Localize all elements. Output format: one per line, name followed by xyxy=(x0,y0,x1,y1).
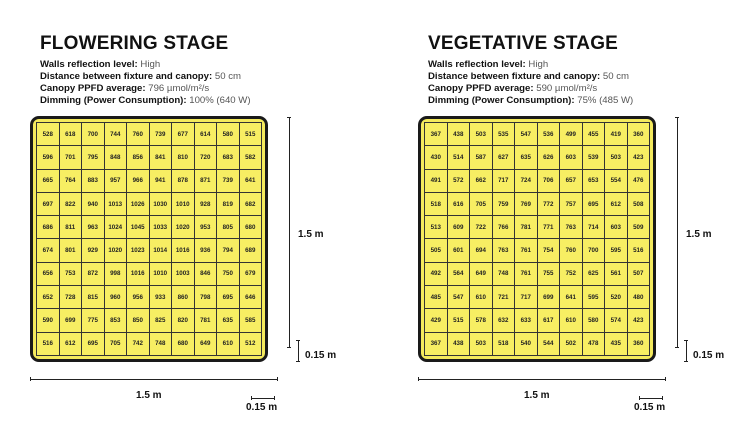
ppfd-cell: 957 xyxy=(105,170,128,193)
ppfd-cell: 750 xyxy=(217,263,240,286)
ppfd-cell: 801 xyxy=(60,239,83,262)
ppfd-cell: 547 xyxy=(448,286,471,309)
ppfd-cell: 825 xyxy=(150,309,173,332)
ppfd-cell: 564 xyxy=(448,263,471,286)
ppfd-cell: 617 xyxy=(538,309,561,332)
ppfd-cell: 815 xyxy=(82,286,105,309)
ppfd-cell: 423 xyxy=(628,309,651,332)
ppfd-cell: 582 xyxy=(240,146,263,169)
ppfd-cell: 717 xyxy=(515,286,538,309)
ppfd-cell: 515 xyxy=(240,123,263,146)
dimension-tick xyxy=(251,396,252,400)
ppfd-cell: 742 xyxy=(127,333,150,356)
spec-value: 796 µmol/m²/s xyxy=(148,83,210,94)
small-height-dimension-line xyxy=(298,340,299,362)
ppfd-cell: 478 xyxy=(583,333,606,356)
ppfd-cell: 518 xyxy=(425,193,448,216)
ppfd-cell: 1023 xyxy=(127,239,150,262)
ppfd-cell: 748 xyxy=(150,333,173,356)
ppfd-cell: 761 xyxy=(515,239,538,262)
spec-label: Dimming (Power Consumption): xyxy=(428,95,575,106)
ppfd-cell: 502 xyxy=(560,333,583,356)
ppfd-cell: 1016 xyxy=(127,263,150,286)
ppfd-cell: 649 xyxy=(470,263,493,286)
ppfd-cell: 728 xyxy=(60,286,83,309)
ppfd-cell: 1045 xyxy=(127,216,150,239)
small-width-dimension-line xyxy=(639,398,663,399)
ppfd-cell: 811 xyxy=(60,216,83,239)
ppfd-cell: 872 xyxy=(82,263,105,286)
ppfd-cell: 1033 xyxy=(150,216,173,239)
ppfd-cell: 507 xyxy=(628,263,651,286)
height-dimension-label: 1.5 m xyxy=(686,229,712,240)
ppfd-cell: 1013 xyxy=(105,193,128,216)
ppfd-cell: 603 xyxy=(560,146,583,169)
ppfd-cell: 1020 xyxy=(172,216,195,239)
ppfd-cell: 853 xyxy=(105,309,128,332)
ppfd-cell: 781 xyxy=(195,309,218,332)
ppfd-cell: 683 xyxy=(217,146,240,169)
ppfd-cell: 508 xyxy=(628,193,651,216)
ppfd-cell: 764 xyxy=(60,170,83,193)
ppfd-cell: 528 xyxy=(37,123,60,146)
ppfd-cell: 769 xyxy=(515,193,538,216)
spec-distance xyxy=(40,71,241,83)
ppfd-cell: 612 xyxy=(605,193,628,216)
ppfd-cell: 587 xyxy=(470,146,493,169)
ppfd-cell: 603 xyxy=(605,216,628,239)
ppfd-cell: 596 xyxy=(37,146,60,169)
height-dimension-line xyxy=(677,117,678,348)
spec-dimming xyxy=(40,95,251,107)
spec-value: 590 µmol/m²/s xyxy=(536,83,598,94)
ppfd-cell: 956 xyxy=(127,286,150,309)
small-width-dimension-label: 0.15 m xyxy=(246,402,278,413)
ppfd-cell: 722 xyxy=(470,216,493,239)
ppfd-cell: 760 xyxy=(560,239,583,262)
ppfd-cell: 485 xyxy=(425,286,448,309)
dimension-tick xyxy=(277,377,278,381)
ppfd-cell: 966 xyxy=(127,170,150,193)
ppfd-cell: 641 xyxy=(240,170,263,193)
ppfd-cell: 646 xyxy=(240,286,263,309)
small-width-dimension-line xyxy=(251,398,275,399)
spec-value: 100% (640 W) xyxy=(189,95,251,106)
spec-value: 50 cm xyxy=(602,71,630,82)
ppfd-cell: 805 xyxy=(217,216,240,239)
ppfd-cell: 520 xyxy=(605,286,628,309)
width-dimension-line xyxy=(418,379,666,380)
width-dimension-line xyxy=(30,379,278,380)
dimension-tick xyxy=(274,396,275,400)
ppfd-cell: 748 xyxy=(493,263,516,286)
ppfd-cell: 705 xyxy=(105,333,128,356)
ppfd-cell: 595 xyxy=(605,239,628,262)
spec-label: Canopy PPFD average: xyxy=(40,83,146,94)
ppfd-cell: 515 xyxy=(448,309,471,332)
width-dimension-label: 1.5 m xyxy=(524,390,550,401)
small-height-dimension-label: 0.15 m xyxy=(305,350,337,361)
ppfd-map-frame xyxy=(418,116,656,362)
ppfd-cell: 700 xyxy=(82,123,105,146)
ppfd-cell: 819 xyxy=(217,193,240,216)
ppfd-cell: 763 xyxy=(493,239,516,262)
panel-title: FLOWERING STAGE xyxy=(40,33,229,54)
ppfd-cell: 739 xyxy=(217,170,240,193)
dimension-tick xyxy=(684,361,688,362)
ppfd-cell: 754 xyxy=(538,239,561,262)
ppfd-cell: 512 xyxy=(240,333,263,356)
ppfd-cell: 960 xyxy=(105,286,128,309)
spec-label: Walls reflection level: xyxy=(428,59,526,70)
ppfd-cell: 653 xyxy=(583,170,606,193)
ppfd-cell: 536 xyxy=(538,123,561,146)
ppfd-cell: 928 xyxy=(195,193,218,216)
ppfd-cell: 717 xyxy=(493,170,516,193)
ppfd-cell: 641 xyxy=(560,286,583,309)
ppfd-cell: 635 xyxy=(217,309,240,332)
vegetative-stage-panel xyxy=(388,0,748,421)
ppfd-cell: 423 xyxy=(628,146,651,169)
ppfd-cell: 499 xyxy=(560,123,583,146)
ppfd-cell: 757 xyxy=(560,193,583,216)
ppfd-cell: 721 xyxy=(493,286,516,309)
dimension-tick xyxy=(296,340,300,341)
ppfd-cell: 514 xyxy=(448,146,471,169)
ppfd-cell: 878 xyxy=(172,170,195,193)
ppfd-cell: 367 xyxy=(425,123,448,146)
spec-label: Dimming (Power Consumption): xyxy=(40,95,187,106)
ppfd-cell: 759 xyxy=(493,193,516,216)
ppfd-cell: 455 xyxy=(583,123,606,146)
ppfd-cell: 798 xyxy=(195,286,218,309)
ppfd-cell: 772 xyxy=(538,193,561,216)
ppfd-cell: 1024 xyxy=(105,216,128,239)
small-height-dimension-label: 0.15 m xyxy=(693,350,725,361)
ppfd-cell: 429 xyxy=(425,309,448,332)
ppfd-cell: 503 xyxy=(470,333,493,356)
ppfd-cell: 795 xyxy=(82,146,105,169)
ppfd-cell: 940 xyxy=(82,193,105,216)
ppfd-cell: 1010 xyxy=(150,263,173,286)
ppfd-cell: 695 xyxy=(217,286,240,309)
ppfd-cell: 936 xyxy=(195,239,218,262)
ppfd-cell: 699 xyxy=(60,309,83,332)
ppfd-cell: 822 xyxy=(60,193,83,216)
ppfd-cell: 540 xyxy=(515,333,538,356)
ppfd-cell: 610 xyxy=(217,333,240,356)
ppfd-cell: 856 xyxy=(127,146,150,169)
ppfd-cell: 612 xyxy=(60,333,83,356)
spec-ppfd-average xyxy=(428,83,597,95)
spec-dimming xyxy=(428,95,633,107)
dimension-tick xyxy=(418,377,419,381)
spec-label: Distance between fixture and canopy: xyxy=(428,71,601,82)
ppfd-cell: 680 xyxy=(240,216,263,239)
ppfd-cell: 430 xyxy=(425,146,448,169)
ppfd-cell: 535 xyxy=(493,123,516,146)
ppfd-cell: 610 xyxy=(560,309,583,332)
ppfd-cell: 580 xyxy=(217,123,240,146)
ppfd-cell: 438 xyxy=(448,333,471,356)
ppfd-cell: 941 xyxy=(150,170,173,193)
ppfd-cell: 539 xyxy=(583,146,606,169)
ppfd-cell: 705 xyxy=(470,193,493,216)
ppfd-cell: 1030 xyxy=(150,193,173,216)
ppfd-cell: 601 xyxy=(448,239,471,262)
ppfd-cell: 846 xyxy=(195,263,218,286)
ppfd-cell: 810 xyxy=(172,146,195,169)
ppfd-cell: 509 xyxy=(628,216,651,239)
ppfd-cell: 665 xyxy=(37,170,60,193)
ppfd-cell: 656 xyxy=(37,263,60,286)
ppfd-cell: 590 xyxy=(37,309,60,332)
ppfd-cell: 503 xyxy=(605,146,628,169)
ppfd-cell: 595 xyxy=(583,286,606,309)
ppfd-cell: 513 xyxy=(425,216,448,239)
spec-ppfd-average xyxy=(40,83,209,95)
ppfd-cell: 649 xyxy=(195,333,218,356)
ppfd-cell: 580 xyxy=(583,309,606,332)
ppfd-cell: 578 xyxy=(470,309,493,332)
dimension-tick xyxy=(675,347,679,348)
ppfd-cell: 480 xyxy=(628,286,651,309)
ppfd-cell: 781 xyxy=(515,216,538,239)
ppfd-cell: 635 xyxy=(515,146,538,169)
dimension-tick xyxy=(30,377,31,381)
ppfd-cell: 616 xyxy=(448,193,471,216)
ppfd-cell: 360 xyxy=(628,123,651,146)
ppfd-cell: 753 xyxy=(60,263,83,286)
ppfd-cell: 516 xyxy=(628,239,651,262)
spec-walls-reflection xyxy=(428,59,548,71)
ppfd-cell: 933 xyxy=(150,286,173,309)
dimension-tick xyxy=(639,396,640,400)
ppfd-cell: 763 xyxy=(560,216,583,239)
ppfd-cell: 554 xyxy=(605,170,628,193)
ppfd-cell: 491 xyxy=(425,170,448,193)
ppfd-cell: 686 xyxy=(37,216,60,239)
ppfd-cell: 625 xyxy=(583,263,606,286)
ppfd-cell: 998 xyxy=(105,263,128,286)
small-height-dimension-line xyxy=(686,340,687,362)
ppfd-cell: 755 xyxy=(538,263,561,286)
ppfd-cell: 614 xyxy=(195,123,218,146)
ppfd-cell: 724 xyxy=(515,170,538,193)
ppfd-cell: 794 xyxy=(217,239,240,262)
ppfd-cell: 848 xyxy=(105,146,128,169)
ppfd-cell: 820 xyxy=(172,309,195,332)
small-width-dimension-label: 0.15 m xyxy=(634,402,666,413)
panel-title: VEGETATIVE STAGE xyxy=(428,33,619,54)
ppfd-cell: 860 xyxy=(172,286,195,309)
width-dimension-label: 1.5 m xyxy=(136,390,162,401)
ppfd-cell: 766 xyxy=(493,216,516,239)
ppfd-cell: 1020 xyxy=(105,239,128,262)
ppfd-cell: 1010 xyxy=(172,193,195,216)
ppfd-cell: 695 xyxy=(583,193,606,216)
ppfd-map-frame xyxy=(30,116,268,362)
ppfd-cell: 503 xyxy=(470,123,493,146)
spec-label: Walls reflection level: xyxy=(40,59,138,70)
ppfd-cell: 367 xyxy=(425,333,448,356)
ppfd-cell: 883 xyxy=(82,170,105,193)
ppfd-cell: 701 xyxy=(60,146,83,169)
ppfd-cell: 1014 xyxy=(150,239,173,262)
ppfd-grid xyxy=(36,122,262,356)
ppfd-cell: 699 xyxy=(538,286,561,309)
ppfd-cell: 697 xyxy=(37,193,60,216)
spec-label: Distance between fixture and canopy: xyxy=(40,71,213,82)
ppfd-cell: 518 xyxy=(493,333,516,356)
spec-value: High xyxy=(140,59,161,70)
ppfd-cell: 505 xyxy=(425,239,448,262)
ppfd-cell: 516 xyxy=(37,333,60,356)
ppfd-cell: 679 xyxy=(240,263,263,286)
spec-distance xyxy=(428,71,629,83)
ppfd-cell: 419 xyxy=(605,123,628,146)
ppfd-grid xyxy=(424,122,650,356)
ppfd-cell: 841 xyxy=(150,146,173,169)
ppfd-cell: 657 xyxy=(560,170,583,193)
ppfd-cell: 618 xyxy=(60,123,83,146)
ppfd-cell: 775 xyxy=(82,309,105,332)
ppfd-cell: 544 xyxy=(538,333,561,356)
ppfd-cell: 438 xyxy=(448,123,471,146)
ppfd-cell: 674 xyxy=(37,239,60,262)
ppfd-cell: 752 xyxy=(560,263,583,286)
ppfd-cell: 1003 xyxy=(172,263,195,286)
ppfd-cell: 744 xyxy=(105,123,128,146)
flowering-stage-panel xyxy=(0,0,360,421)
ppfd-cell: 632 xyxy=(493,309,516,332)
ppfd-cell: 720 xyxy=(195,146,218,169)
ppfd-cell: 739 xyxy=(150,123,173,146)
ppfd-cell: 850 xyxy=(127,309,150,332)
ppfd-cell: 652 xyxy=(37,286,60,309)
ppfd-cell: 627 xyxy=(493,146,516,169)
dimension-tick xyxy=(662,396,663,400)
spec-value: High xyxy=(528,59,549,70)
ppfd-cell: 547 xyxy=(515,123,538,146)
ppfd-cell: 761 xyxy=(515,263,538,286)
ppfd-cell: 700 xyxy=(583,239,606,262)
dimension-tick xyxy=(665,377,666,381)
ppfd-cell: 1026 xyxy=(127,193,150,216)
ppfd-cell: 689 xyxy=(240,239,263,262)
ppfd-cell: 963 xyxy=(82,216,105,239)
spec-label: Canopy PPFD average: xyxy=(428,83,534,94)
dimension-tick xyxy=(684,340,688,341)
height-dimension-line xyxy=(289,117,290,348)
ppfd-cell: 953 xyxy=(195,216,218,239)
dimension-tick xyxy=(296,361,300,362)
dimension-tick xyxy=(675,117,679,118)
ppfd-cell: 609 xyxy=(448,216,471,239)
ppfd-cell: 633 xyxy=(515,309,538,332)
ppfd-cell: 706 xyxy=(538,170,561,193)
ppfd-cell: 682 xyxy=(240,193,263,216)
ppfd-cell: 574 xyxy=(605,309,628,332)
ppfd-cell: 626 xyxy=(538,146,561,169)
spec-value: 75% (485 W) xyxy=(577,95,634,106)
spec-walls-reflection xyxy=(40,59,160,71)
ppfd-cell: 610 xyxy=(470,286,493,309)
ppfd-cell: 695 xyxy=(82,333,105,356)
ppfd-cell: 871 xyxy=(195,170,218,193)
ppfd-cell: 677 xyxy=(172,123,195,146)
ppfd-cell: 760 xyxy=(127,123,150,146)
ppfd-cell: 435 xyxy=(605,333,628,356)
ppfd-cell: 771 xyxy=(538,216,561,239)
ppfd-cell: 1016 xyxy=(172,239,195,262)
ppfd-cell: 492 xyxy=(425,263,448,286)
ppfd-cell: 561 xyxy=(605,263,628,286)
ppfd-cell: 694 xyxy=(470,239,493,262)
ppfd-cell: 714 xyxy=(583,216,606,239)
ppfd-cell: 929 xyxy=(82,239,105,262)
ppfd-cell: 680 xyxy=(172,333,195,356)
ppfd-cell: 662 xyxy=(470,170,493,193)
ppfd-cell: 572 xyxy=(448,170,471,193)
dimension-tick xyxy=(287,117,291,118)
ppfd-cell: 476 xyxy=(628,170,651,193)
ppfd-cell: 585 xyxy=(240,309,263,332)
spec-value: 50 cm xyxy=(214,71,242,82)
height-dimension-label: 1.5 m xyxy=(298,229,324,240)
dimension-tick xyxy=(287,347,291,348)
ppfd-cell: 360 xyxy=(628,333,651,356)
